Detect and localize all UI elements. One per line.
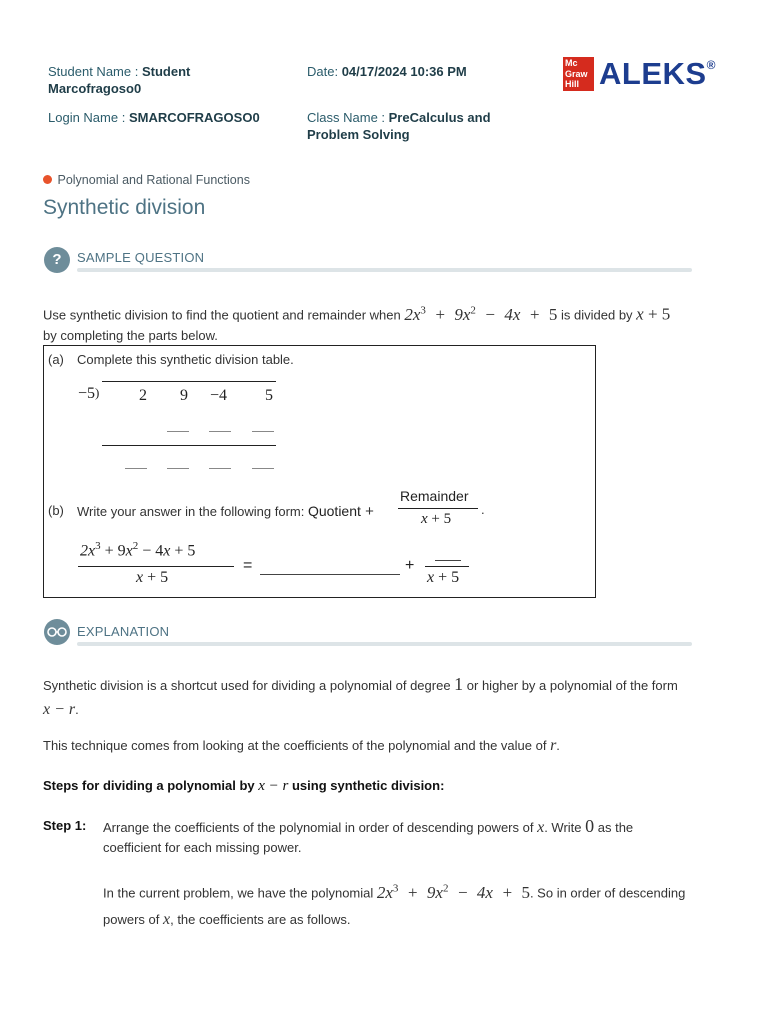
step1-text: Arrange the coefficients of the polynomial in order of descending powers of x. Write 0 as the coefficient for each missing power.	[103, 816, 634, 855]
lhs-numerator: $2x^3 + 9x^2 - 4x + 5$	[80, 540, 196, 560]
period: .	[481, 502, 485, 517]
login-name: Login Name : SMARCOFRAGOSO0	[48, 110, 260, 125]
rhs-denominator: x + 5	[427, 569, 460, 586]
sd-top-line	[102, 381, 276, 382]
step1-label: Step 1:	[43, 818, 87, 833]
question-mark-icon: ?	[44, 247, 70, 273]
step1-example: In the current problem, we have the polynomial $2x^3 + 9x^2 - 4x + 5$. So in order of descending powers of x, the coefficients are as follows.	[103, 882, 686, 928]
class-name: Class Name : PreCalculus and Problem Solving	[307, 110, 491, 142]
lhs-fraction-bar	[78, 566, 234, 567]
part-b-text: Write your answer in the following form: Quotient +	[77, 503, 374, 520]
sd-blank-r2-3[interactable]	[252, 431, 274, 432]
remainder-answer-blank[interactable]	[435, 560, 461, 561]
steps-heading: Steps for dividing a polynomial by x − r using synthetic division:	[43, 778, 445, 794]
aleks-logo: ALEKS®	[599, 56, 716, 91]
topic-dot-icon	[43, 175, 52, 184]
sample-question-label: SAMPLE QUESTION	[77, 250, 205, 265]
part-b-label: (b)	[48, 503, 64, 518]
glasses-icon	[44, 619, 70, 645]
sd-coef-1: 2	[139, 387, 147, 404]
sd-blank-r2-1[interactable]	[167, 431, 189, 432]
question-intro: Use synthetic division to find the quotient and remainder when $2x^3 + 9x^2 - 4x + 5$ is divided by x + 5 by completing the parts below.	[43, 304, 671, 343]
equals-sign: =	[243, 557, 253, 574]
plus-sign: +	[405, 557, 415, 574]
explanation-p2: This technique comes from looking at the coefficients of the polynomial and the value of r.	[43, 737, 560, 754]
sd-blank-r2-2[interactable]	[209, 431, 231, 432]
page-title: Synthetic division	[43, 196, 206, 219]
sd-coef-3: −4	[210, 387, 228, 404]
sd-blank-r3-2[interactable]	[167, 468, 189, 469]
sd-result-line	[102, 445, 276, 446]
date: Date: 04/17/2024 10:36 PM	[307, 64, 467, 79]
lhs-denominator: x + 5	[136, 569, 169, 586]
sd-blank-r3-1[interactable]	[125, 468, 147, 469]
sd-coef-2: 9	[180, 387, 188, 404]
mcgraw-hill-logo: Mc Graw Hill	[563, 57, 594, 91]
explanation-divider	[77, 642, 692, 646]
part-a-text: Complete this synthetic division table.	[77, 352, 294, 367]
sd-divisor: −5)	[78, 385, 100, 402]
rhs-fraction-bar	[425, 566, 469, 567]
topic-breadcrumb: Polynomial and Rational Functions	[43, 173, 250, 187]
sd-coef-4: 5	[265, 387, 273, 404]
part-b-fraction-bar	[398, 508, 478, 509]
sd-blank-r3-3[interactable]	[209, 468, 231, 469]
quotient-answer-blank[interactable]	[260, 574, 400, 575]
explanation-p1: Synthetic division is a shortcut used for dividing a polynomial of degree 1 or higher by a polynomial of the form x − r.	[43, 674, 678, 718]
student-name: Student Name : Student Marcofragoso0	[48, 64, 191, 96]
explanation-label: EXPLANATION	[77, 624, 170, 639]
part-a-label: (a)	[48, 352, 64, 367]
sd-blank-r3-4[interactable]	[252, 468, 274, 469]
remainder-word: Remainder	[400, 488, 469, 504]
part-b-denominator: x + 5	[421, 511, 452, 527]
section-divider	[77, 268, 692, 272]
